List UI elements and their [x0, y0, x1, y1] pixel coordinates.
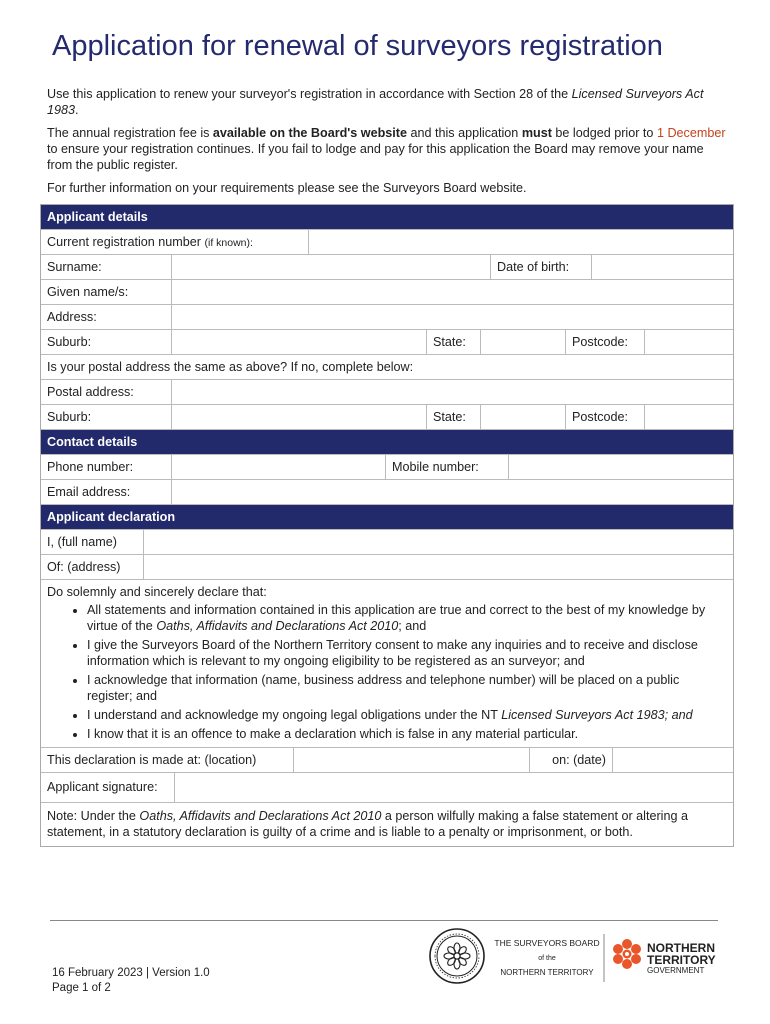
logos [427, 926, 727, 986]
footer [52, 966, 210, 996]
declaration-intro: Do solemnly and sincerely declare that: [47, 585, 267, 599]
postal-question: Is your postal address the same as above? If no, complete below: [47, 360, 414, 374]
date-input[interactable] [612, 748, 733, 772]
row-address [41, 305, 733, 330]
section-applicant-declaration: Applicant declaration [41, 505, 733, 530]
nt-line-3: GOVERNMENT [647, 966, 705, 975]
phone-label: Phone number: [47, 460, 134, 474]
logo-graphics [427, 926, 727, 986]
postal-state-label: State: [433, 410, 466, 424]
address-label: Address: [47, 310, 97, 324]
board-line-2: of the [538, 955, 556, 962]
nt-line-1: NORTHERN [647, 941, 715, 955]
row-postal-suburb [41, 405, 733, 430]
declaration-item-4: • I understand and acknowledge my ongoing legal obligations under the NT Licensed Surveyors Act 1983; and [87, 707, 727, 723]
given-names-input[interactable] [171, 280, 733, 304]
signature-input[interactable] [174, 773, 733, 802]
suburb-label: Suburb: [47, 335, 92, 349]
of-address-input[interactable] [143, 555, 733, 579]
dob-label: Date of birth: [497, 260, 570, 274]
row-surname [41, 255, 733, 280]
row-email [41, 480, 733, 505]
surname-label: Surname: [47, 260, 102, 274]
declaration-statements [41, 580, 733, 748]
row-signature [41, 773, 733, 803]
given-names-label: Given name/s: [47, 285, 129, 299]
row-postal-question [41, 355, 733, 380]
date-version: 16 February 2023 | Version 1.0 [52, 967, 210, 979]
location-label: This declaration is made at: (location) [47, 753, 257, 767]
date-label: on: (date) [552, 753, 606, 767]
board-line-1: THE SURVEYORS BOARD [494, 938, 600, 948]
legal-note: Note: Under the Oaths, Affidavits and Declarations Act 2010 a person wilfully making a false statement or altering a statement, in a statutory declaration is guilty of a crime and is liable to a penalty or imprisonment, or both. [41, 803, 733, 847]
postal-suburb-label: Suburb: [47, 410, 92, 424]
intro-paragraph-1: Use this application to renew your surveyor's registration in accordance with Section 28 of the Licensed Surveyors Act 1983. [47, 87, 704, 117]
footer-divider [50, 920, 718, 921]
nt-government-text [647, 941, 716, 975]
row-given-names [41, 280, 733, 305]
intro-paragraph-2: The annual registration fee is available on the Board's website and this application must be lodged prior to 1 December to ensure your registration continues. If you fail to lodge and pay for this application the Board may remove your name from the public register. [47, 126, 726, 172]
declaration-item-5: • I know that it is an offence to make a declaration which is false in any material particular. [87, 726, 727, 742]
page-number: Page 1 of 2 [52, 982, 111, 994]
declaration-list [47, 602, 727, 742]
row-current-registration [41, 230, 733, 255]
intro-text [47, 86, 727, 203]
postal-postcode-label: Postcode: [572, 410, 629, 424]
row-full-name [41, 530, 733, 555]
nt-government-flower-icon [613, 939, 641, 969]
postal-address-label: Postal address: [47, 385, 134, 399]
current-registration-input[interactable] [308, 230, 733, 254]
surveyors-board-text [494, 938, 599, 977]
nt-line-2: TERRITORY [647, 953, 716, 967]
postal-postcode-input[interactable] [644, 405, 733, 429]
mobile-label: Mobile number: [392, 460, 479, 474]
phone-input[interactable] [171, 455, 386, 479]
postal-suburb-input[interactable] [171, 405, 427, 429]
of-address-label: Of: (address) [47, 560, 121, 574]
mobile-input[interactable] [508, 455, 733, 479]
email-input[interactable] [171, 480, 733, 504]
declaration-item-2: • I give the Surveyors Board of the Northern Territory consent to make any inquiries and to receive and disclose information which is relevant to my ongoing eligibility to be registered as an surveyor; and [87, 637, 727, 669]
postcode-input[interactable] [644, 330, 733, 354]
surveyors-board-seal-icon [430, 929, 484, 983]
intro-paragraph-3: For further information on your requirements please see the Surveyors Board website. [47, 181, 527, 195]
address-input[interactable] [171, 305, 733, 329]
suburb-input[interactable] [171, 330, 427, 354]
section-applicant-details: Applicant details [41, 205, 733, 230]
row-suburb [41, 330, 733, 355]
board-line-3: NORTHERN TERRITORY [500, 968, 594, 977]
application-form [40, 204, 734, 847]
postal-address-input[interactable] [171, 380, 733, 404]
postcode-label: Postcode: [572, 335, 629, 349]
section-contact-details: Contact details [41, 430, 733, 455]
current-registration-label: Current registration number (if known): [47, 235, 253, 249]
row-phone [41, 455, 733, 480]
full-name-input[interactable] [143, 530, 733, 554]
email-label: Email address: [47, 485, 131, 499]
state-input[interactable] [480, 330, 566, 354]
page-title: Application for renewal of surveyors registration [52, 30, 663, 62]
declaration-item-3: • I acknowledge that information (name, business address and telephone number) will be placed on a public register; and [87, 672, 727, 704]
row-postal-address [41, 380, 733, 405]
postal-state-input[interactable] [480, 405, 566, 429]
signature-label: Applicant signature: [47, 780, 158, 794]
full-name-label: I, (full name) [47, 535, 117, 549]
row-declaration-location [41, 748, 733, 773]
declaration-item-1: • All statements and information contained in this application are true and correct to the best of my knowledge by virtue of the Oaths, Affidavits and Declarations Act 2010; and [87, 602, 727, 634]
row-of-address [41, 555, 733, 580]
dob-input[interactable] [591, 255, 733, 279]
state-label: State: [433, 335, 466, 349]
surname-input[interactable] [171, 255, 491, 279]
location-input[interactable] [293, 748, 530, 772]
